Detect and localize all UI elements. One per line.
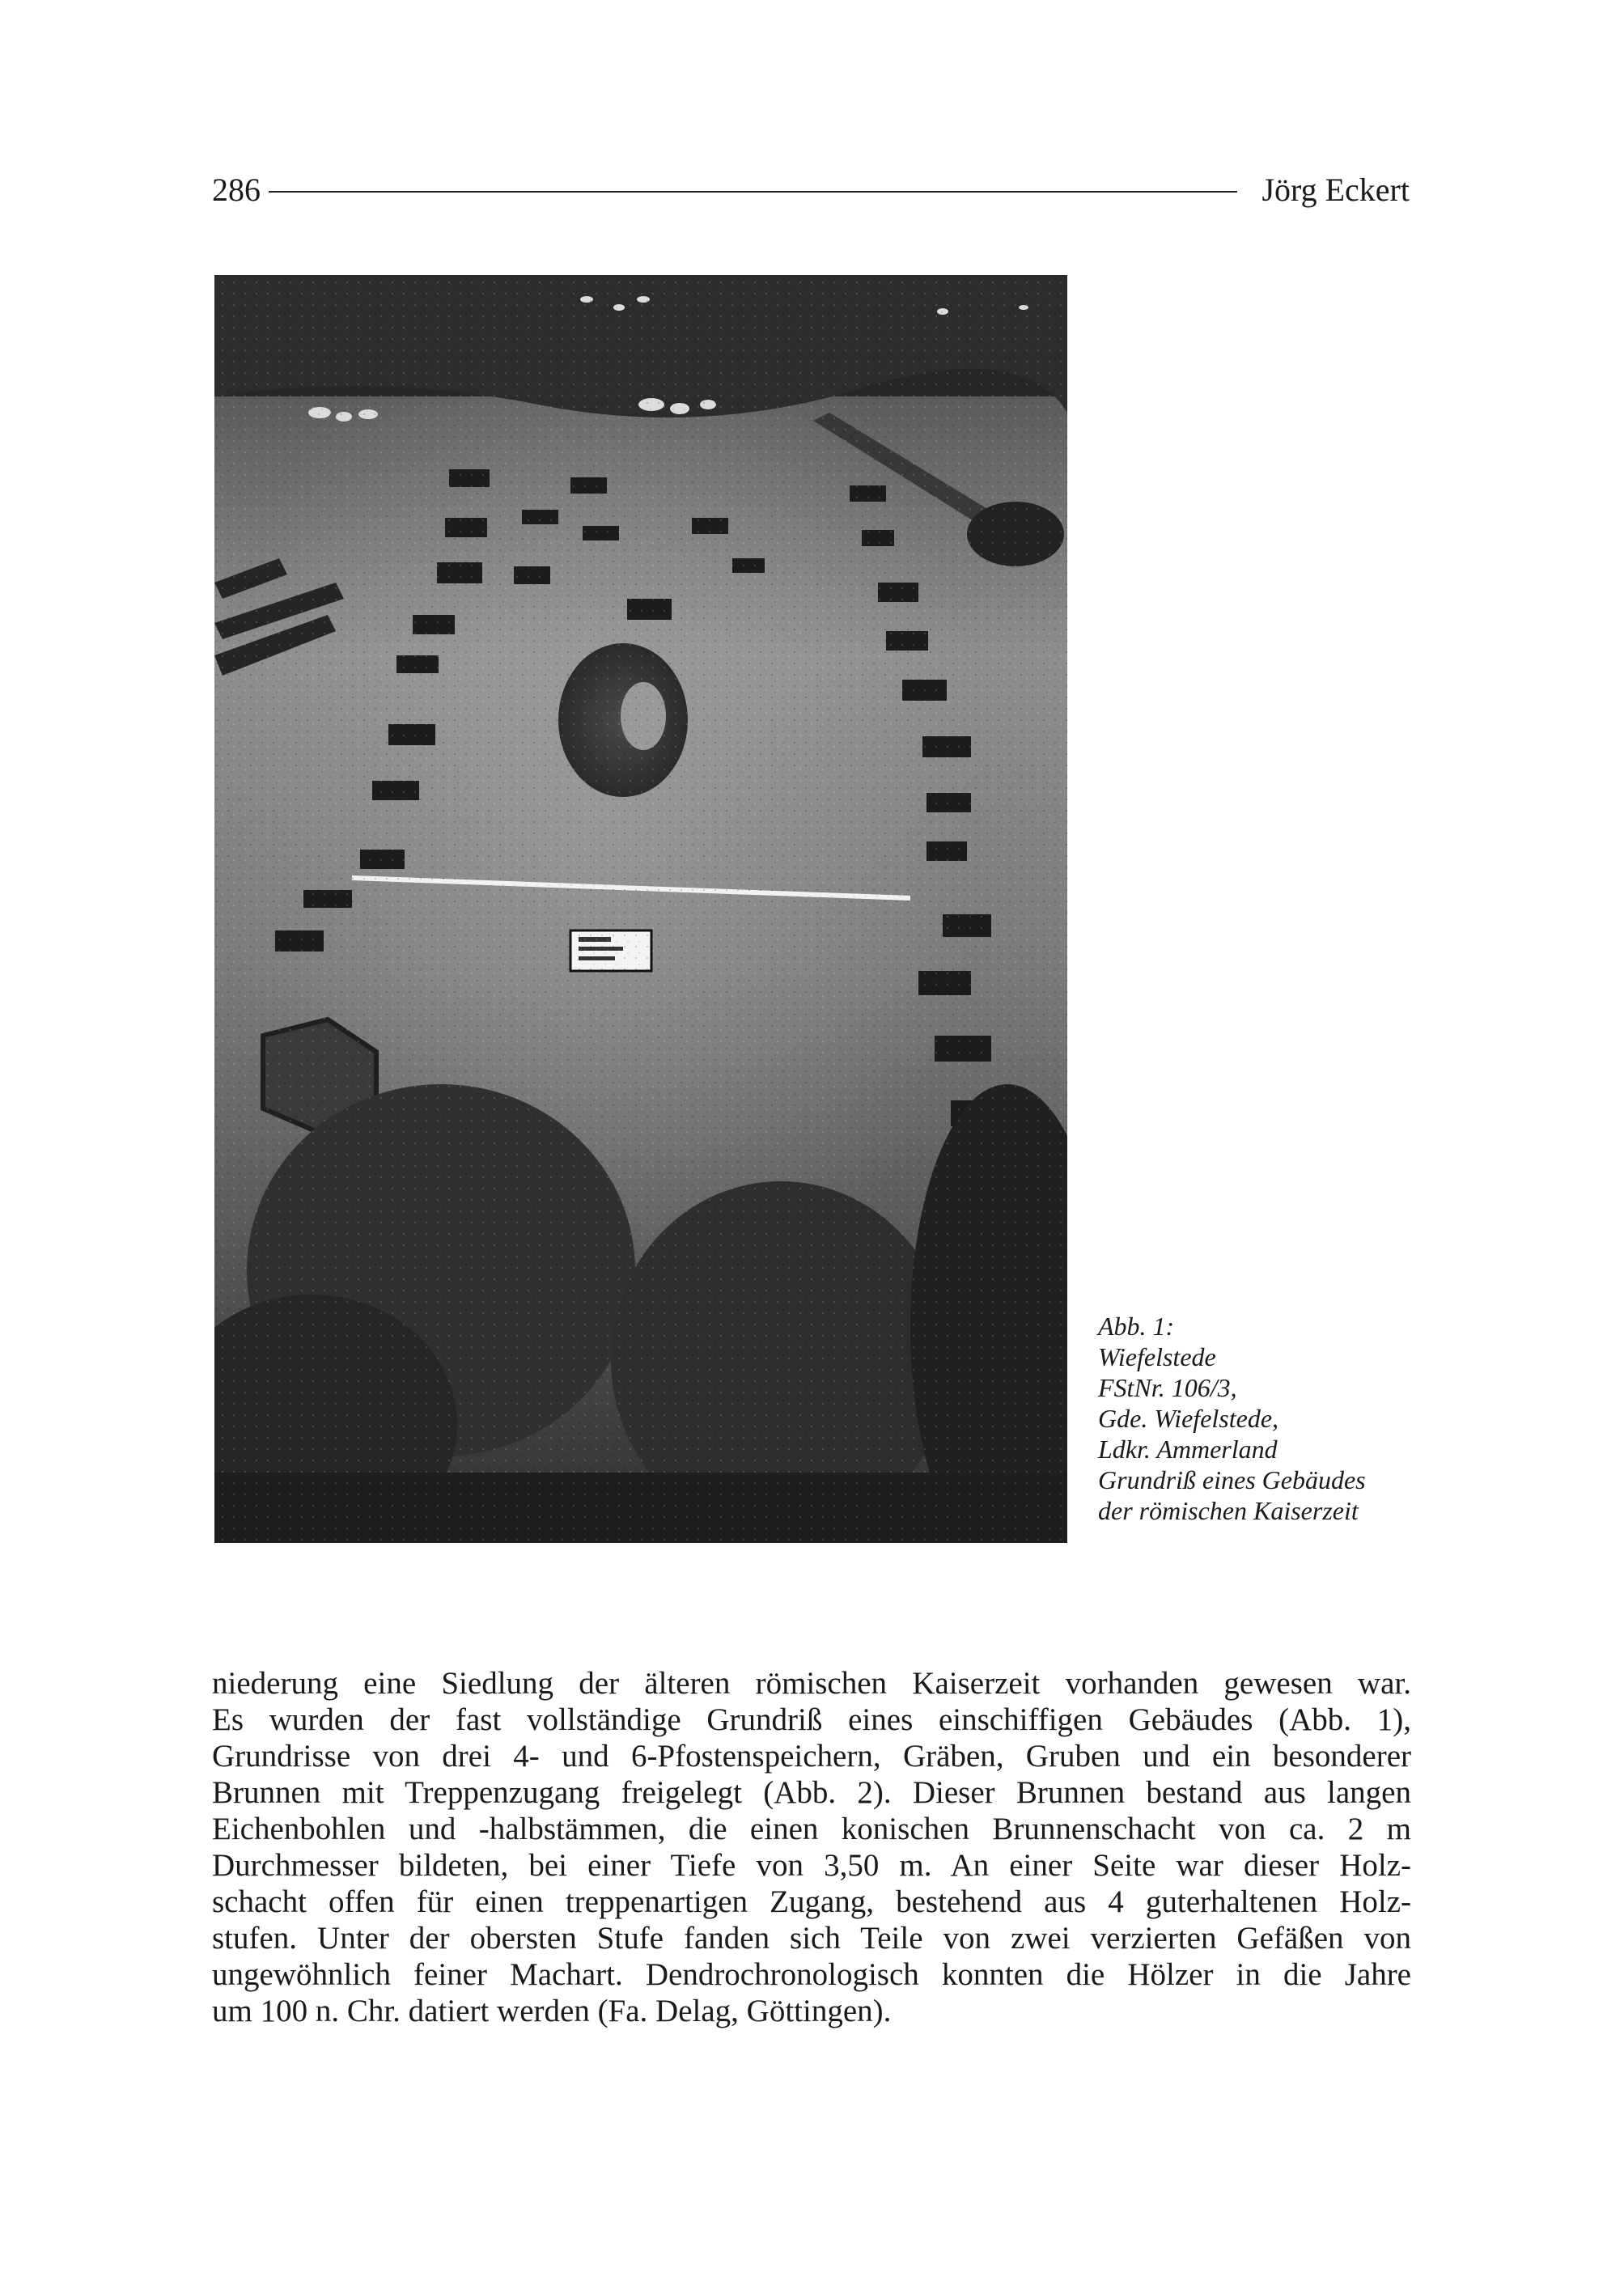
body-line: niederung eine Siedlung der älteren römischen Kaiserzeit vorhanden gewesen war. bbox=[212, 1666, 1411, 1701]
body-line: Brunnen mit Treppenzugang freigelegt (Abb. 2). Dieser Brunnen bestand aus langen bbox=[212, 1775, 1411, 1810]
caption-line: Wiefelstede bbox=[1098, 1342, 1216, 1371]
excavation-photo bbox=[214, 275, 1067, 1543]
body-line: stufen. Unter der obersten Stufe fanden sich Teile von zwei verzierten Gefäßen von bbox=[212, 1921, 1411, 1956]
running-header bbox=[212, 166, 1410, 214]
body-line: ungewöhnlich feiner Machart. Dendrochronologisch konnten die Hölzer in die Jahre bbox=[212, 1957, 1411, 1992]
excavation-photo-illustration bbox=[214, 275, 1067, 1543]
body-line: Grundrisse von drei 4- und 6-Pfostenspeichern, Gräben, Gruben und ein besonderer bbox=[212, 1739, 1411, 1774]
caption-line: Ldkr. Ammerland bbox=[1098, 1435, 1278, 1464]
body-line: Durchmesser bildeten, bei einer Tiefe von 3,50 m. An einer Seite war dieser Holz- bbox=[212, 1848, 1411, 1883]
body-line: Eichenbohlen und -halbstämmen, die einen konischen Brunnenschacht von ca. 2 m bbox=[212, 1812, 1411, 1846]
caption-line: FStNr. 106/3, bbox=[1098, 1373, 1237, 1402]
body-line: Es wurden der fast vollständige Grundriß eines einschiffigen Gebäudes (Abb. 1), bbox=[212, 1702, 1411, 1737]
caption-line: Abb. 1: bbox=[1098, 1312, 1175, 1341]
figure-caption bbox=[1098, 1311, 1438, 1526]
body-line: schacht offen für einen treppenartigen Zugang, bestehend aus 4 guterhaltenen Holz- bbox=[212, 1884, 1411, 1919]
caption-line: Gde. Wiefelstede, bbox=[1098, 1404, 1279, 1433]
body-paragraph bbox=[212, 1665, 1411, 2029]
header-author: Jörg Eckert bbox=[1261, 172, 1410, 208]
body-line: um 100 n. Chr. datiert werden (Fa. Delag, Göttingen). bbox=[212, 1994, 892, 2028]
page-number: 286 bbox=[212, 172, 261, 208]
caption-line: Grundriß eines Gebäudes bbox=[1098, 1465, 1366, 1494]
caption-line: der römischen Kaiserzeit bbox=[1098, 1496, 1359, 1525]
header-rule bbox=[269, 191, 1237, 193]
